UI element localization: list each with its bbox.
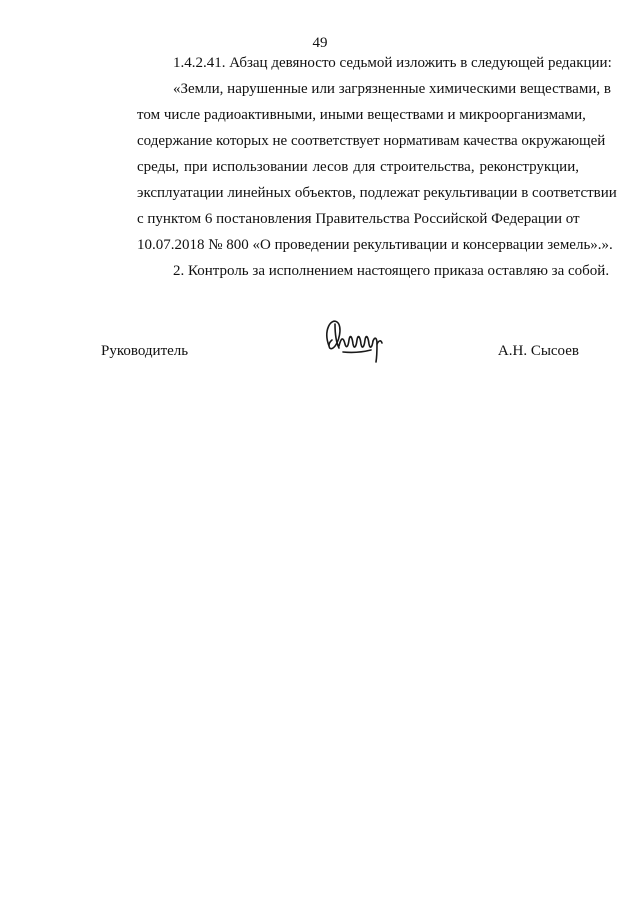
quote-line: среды, при использовании лесов для строительства, реконструкции, xyxy=(137,159,579,175)
quoted-paragraph xyxy=(101,76,617,258)
signer-name: А.Н. Сысоев xyxy=(497,343,579,359)
quote-line: 10.07.2018 № 800 «О проведении рекультивации и консервации земель».». xyxy=(137,237,613,253)
quote-line: с пунктом 6 постановления Правительства Российской Федерации от xyxy=(137,211,580,227)
quote-line: «Земли, нарушенные или загрязненные химическими веществами, в xyxy=(173,81,611,97)
quote-line: содержание которых не соответствует нормативам качества окружающей xyxy=(137,133,606,149)
paragraph-line: 1.4.2.41. Абзац девяносто седьмой изложить в следующей редакции: xyxy=(173,55,612,71)
signature-block xyxy=(101,310,579,370)
paragraph-1-4-2-41 xyxy=(101,50,612,76)
handwritten-signature xyxy=(319,310,393,370)
paragraph-2 xyxy=(101,258,610,284)
quote-line: эксплуатации линейных объектов, подлежат рекультивации в соответствии xyxy=(137,185,617,201)
document-body xyxy=(101,50,617,284)
quote-line: том числе радиоактивными, иными веществами и микроорганизмами, xyxy=(137,107,586,123)
page-number: 49 xyxy=(312,35,328,51)
signer-position: Руководитель xyxy=(101,343,189,359)
signature-strokes xyxy=(327,321,382,362)
paragraph-line: 2. Контроль за исполнением настоящего приказа оставляю за собой. xyxy=(173,263,610,279)
